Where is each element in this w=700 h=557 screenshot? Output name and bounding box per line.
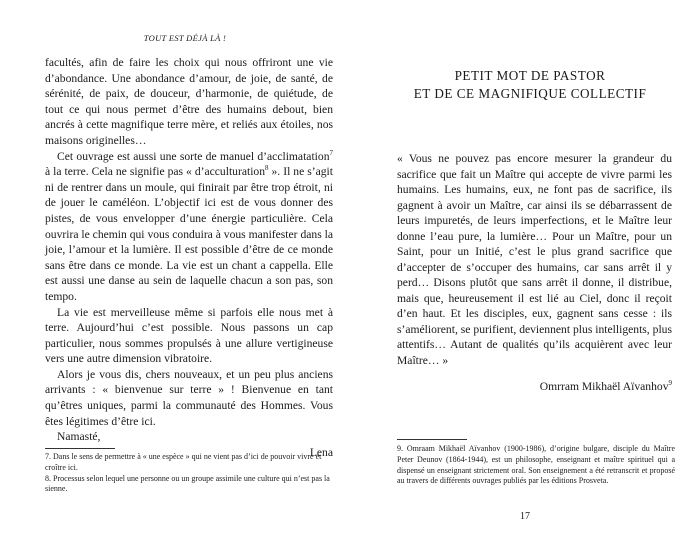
- paragraph-3: La vie est merveilleuse même si parfois elle nous met à terre. Aujourd’hui c’est possible. Nous passons un cap particulier, nous sommes propulsés à une allure vertigineuse vers une autre dimension vibratoire.: [45, 305, 333, 366]
- page-number: 17: [520, 511, 530, 522]
- paragraph-2: [45, 149, 333, 305]
- quote-text: « Vous ne pouvez pas encore mesurer la grandeur du sacrifice que fait un Maître qui accepte de vivre parmi les humains. Les humains, eux, ne font pas de sacrifice, ils gagnent à avoir un Maître, car ainsi ils se débarrassent de leurs impuretés, de leurs imperfections, et le Maître leur donne l’eau pure, la lumière… Pour un Maître, pour un Saint, pour un Initié, c’est le plus grand sacrifice que d’accepter de s’occuper des humains, car sans arrêt il y perd… Disons plutôt que sans arrêt il donne, il distribue, mais que, heureusement il est lié au Ciel, donc il reçoit d’en haut. Et les disciples, eux, gagnent sans cesse : ils s’améliorent, se purifient, deviennent plus intelligents, plus attentifs… Autant de qualités qu’ils acquièrent avec leur Maître… »: [397, 152, 672, 367]
- running-head: TOUT EST DÉJÀ LÀ !: [143, 33, 227, 43]
- attribution-name: Omrram Mikhaël Aïvanhov: [539, 380, 669, 393]
- footnote-ref-8[interactable]: 8: [265, 164, 269, 173]
- left-body-text: [45, 55, 333, 460]
- chapter-title-line-2: ET DE CE MAGNIFIQUE COLLECTIF: [413, 85, 647, 101]
- footnote-8: 8. Processus selon lequel une personne ou un groupe assimile une culture qui n’est pas la sienne.: [45, 473, 330, 494]
- footnote-9: 9. Omraam Mikhaël Aïvanhov (1900-1986), d’origine bulgare, disciple du Maître Peter Deunov (1864-1944), est un philosophe, enseignant et maître spirituel qui a dispensé un enseignant strictement oral. Son enseignement a été retranscrit et proposé au travers de différents ouvrages publiés par les éditions Prosveta.: [397, 444, 675, 486]
- quote-attribution: [397, 380, 672, 393]
- paragraph-1: facultés, afin de faire les choix qui nous offriront une vie d’abondance. Une abondance d’amour, de joie, de santé, de sérénité, de paix, de douceur, d’harmonie, de quiétude, de tout ce qui nous permet d’être des humains debout, bien ancrés à cette magnifique terre mère, et reliés aux étoiles, nos maisons originelles…: [45, 56, 333, 147]
- footnotes-left: [45, 452, 335, 495]
- footnote-divider-right: [397, 439, 467, 440]
- paragraph-4: Alors je vous dis, chers nouveaux, et un peu plus anciens arrivants : « bienvenue sur terre » ! Bienvenue en tant qu’êtres uniques, parmi la communauté des Hommes. Vous êtes légitimes d’être ici.: [45, 367, 333, 428]
- signature: Lena: [309, 445, 333, 459]
- footnote-7: 7. Dans le sens de permettre à « une espèce » qui ne vient pas d’ici de pouvoir vivre et croître ici.: [45, 452, 322, 472]
- footnote-divider-left: [45, 448, 115, 449]
- footnote-ref-9[interactable]: 9: [668, 379, 672, 388]
- paragraph-2-part-c: ». Il ne s’agit ni de rentrer dans un moule, qui finirait par être trop étroit, ni de jouer le caméléon. L’objectif ici est de vous donner des pistes, de vous envelopper d’une énergie particulière. Cela ouvrira le chemin qui vous conduira à vous manifester dans la joie, l’amour et la lumière. Il est possible d’être de ce monde sans être dans ce monde. La vie est un chant a cappella. Elle est aussi une danse au sein de laquelle chacun a son pas, son tempo.: [45, 165, 333, 303]
- chapter-title: [385, 67, 675, 102]
- footnote-ref-7[interactable]: 7: [329, 148, 333, 157]
- closing-greeting: Namasté,: [57, 430, 101, 444]
- footnotes-right: [397, 444, 675, 487]
- paragraph-2-part-a: Cet ouvrage est aussi une sorte de manuel d’acclimatation: [57, 149, 330, 163]
- paragraph-2-part-b: à la terre. Cela ne signifie pas « d’acculturation: [45, 165, 266, 179]
- chapter-title-line-1: PETIT MOT DE PASTOR: [454, 68, 606, 83]
